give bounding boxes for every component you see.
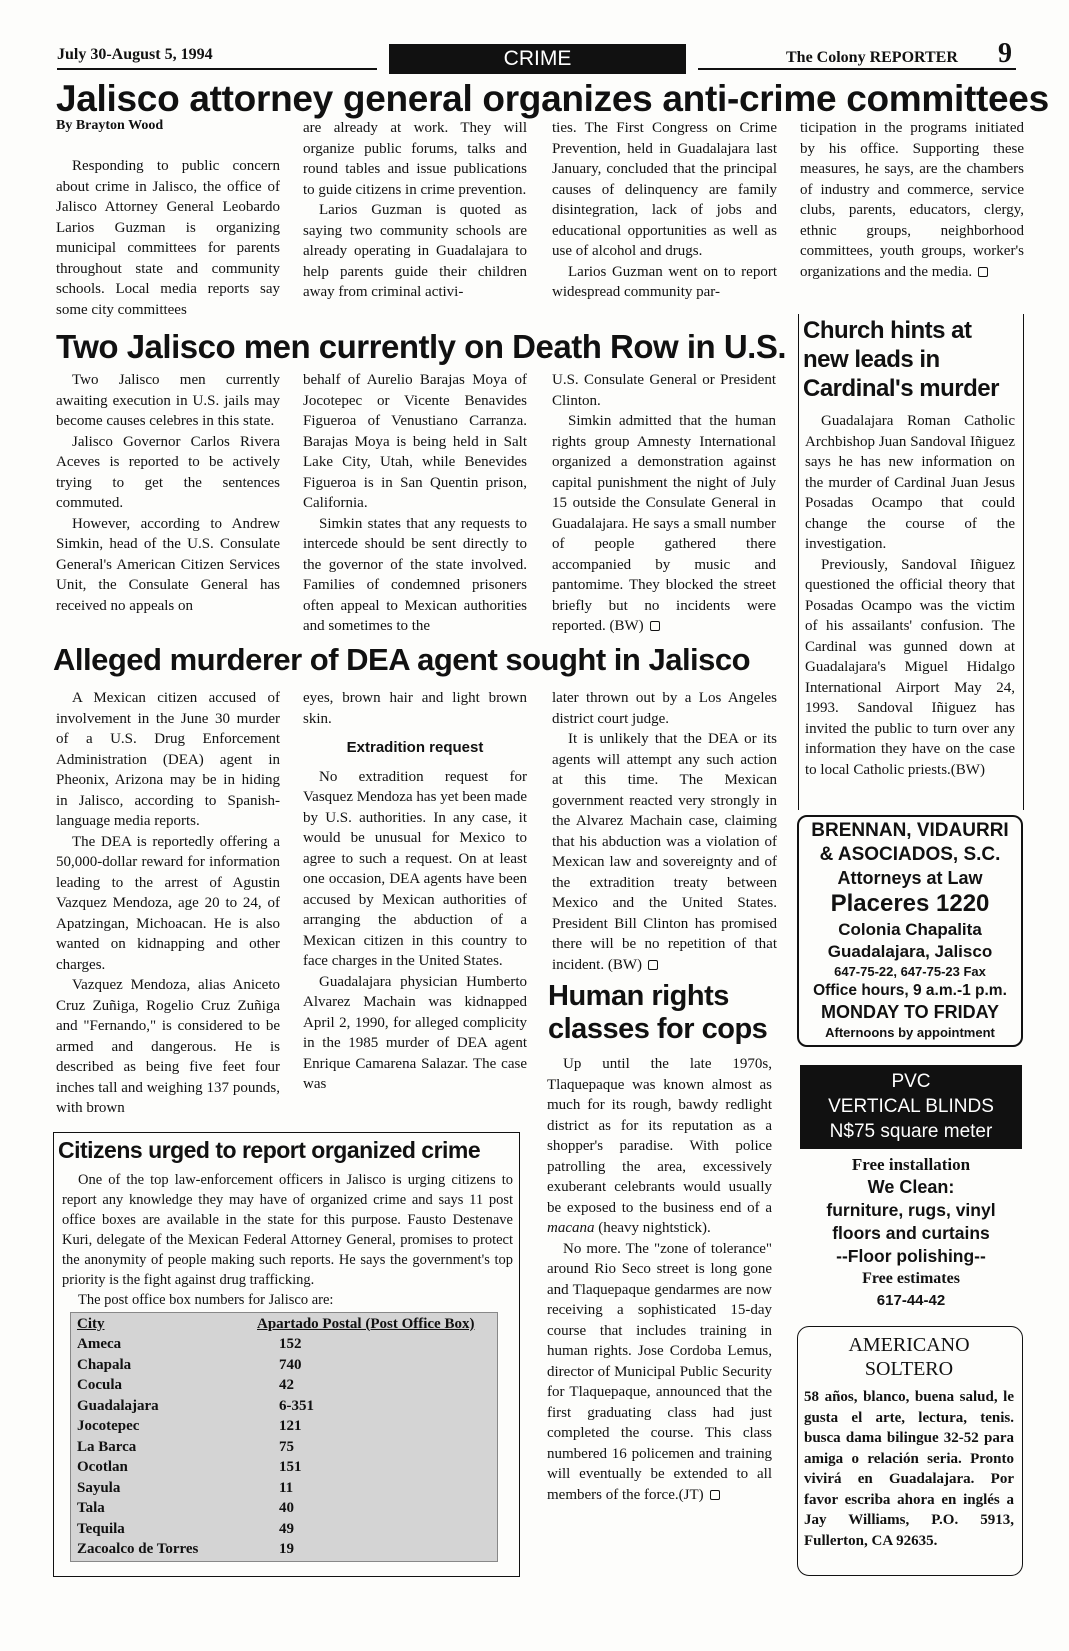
- po-box-table: [75, 1314, 493, 1560]
- article1-paragraph: Responding to public concern about crime in Jalisco, the office of Jalisco Attorney General Leobardo Larios Guzman is organizing municipal committees for parents throughout state and community schools. Local media reports say some city committees: [56, 158, 280, 318]
- article3-paragraph: later thrown out by a Los Angeles district court judge.: [552, 690, 777, 727]
- article1-column-3: [552, 118, 777, 303]
- po-city-cell: Chapala: [77, 1356, 132, 1373]
- article1-headline: Jalisco attorney general organizes anti-crime committees: [56, 78, 1049, 119]
- po-city-cell: Tala: [77, 1500, 105, 1517]
- article2-column-1: [56, 370, 280, 616]
- po-box-cell: 11: [279, 1479, 294, 1496]
- ad-pvc-line: --Floor polishing--: [836, 1246, 986, 1266]
- church-paragraph: Previously, Sandoval Iñiguez questioned the official theory that Posadas Ocampo was the victim of his assailants' confusion. The Cardinal was gunned down at Guadalajara's Miguel Hidalgo International Airport May 24, 1993. Sandoval Iñiguez has invited the public to turn over any information they have on the case to local Catholic priests.(BW): [805, 556, 1015, 778]
- masthead-rule-left: [57, 68, 377, 70]
- church-headline-line: new leads in: [803, 346, 940, 373]
- po-city-cell: La Barca: [77, 1438, 137, 1455]
- table-row: [75, 1417, 493, 1438]
- ad-americano-text: 58 años, blanco, buena salud, le gusta el arte, lectura, tenis. busca dama bilingue 32-52 para amiga o relación seria. Pronto vivirá en Guadalajara. Por favor escriba ahora en inglés a Jay Williams, P.O. 5913, Fullerton, CA 92635.: [804, 1389, 1014, 1549]
- article1-paragraph-text: ticipation in the programs initiated by his office. Supporting these measures, he says, are the chambers of industry and commerce, service clubs, parents, educators, clergy, ethnic groups, neighborhood committees, youth groups, worker's organizations and the media.: [800, 120, 1024, 280]
- citizens-body: [54, 1164, 519, 1310]
- table-row: [75, 1335, 493, 1356]
- citizens-box: [53, 1132, 520, 1577]
- citizens-intro: The post office box numbers for Jalisco are:: [78, 1292, 334, 1308]
- ad-americano: [797, 1326, 1023, 1576]
- po-city-cell: Jocotepec: [77, 1418, 140, 1435]
- po-box-cell: 151: [279, 1459, 302, 1476]
- paper-name: The Colony REPORTER: [786, 49, 958, 66]
- po-box-cell: 42: [279, 1377, 294, 1394]
- article1-column-2: [303, 118, 527, 303]
- po-box-cell: 740: [279, 1356, 302, 1373]
- issue-date: July 30-August 5, 1994: [57, 46, 213, 63]
- ad-americano-title: AMERICANO: [848, 1334, 970, 1356]
- article4-headline-line: classes for cops: [548, 1013, 768, 1045]
- table-row: [75, 1499, 493, 1520]
- article4-headline: [548, 980, 767, 1046]
- po-box-cell: 40: [279, 1500, 294, 1517]
- ad-brennan-line: Attorneys at Law: [837, 868, 983, 888]
- ad-pvc-line: 617-44-42: [876, 1292, 946, 1309]
- ad-pvc-line: PVC: [891, 1071, 931, 1092]
- ad-brennan-line: MONDAY TO FRIDAY: [820, 1002, 1000, 1022]
- po-box-cell: 121: [279, 1418, 302, 1435]
- end-of-story-icon: [648, 960, 658, 970]
- po-city-cell: Sayula: [77, 1479, 121, 1496]
- end-of-story-icon: [650, 621, 660, 631]
- table-row: [75, 1437, 493, 1458]
- table-row: [75, 1458, 493, 1479]
- article1-paragraph: Larios Guzman went on to report widespread community par-: [552, 263, 777, 300]
- po-city-cell: Ocotlan: [77, 1459, 128, 1476]
- article4-column: [547, 1054, 772, 1505]
- article3-paragraph: The DEA is reportedly offering a 50,000-dollar reward for information leading to the arrest of Agustin Vazquez Mendoza, age 20 to 24, of Apatzingan, Michoacan. He is also wanted on kidnapping and other charges.: [56, 833, 280, 973]
- article3-paragraph: Guadalajara physician Humberto Alvarez Machain was kidnapped April 2, 1990, for alleged complicity in the 1985 murder of DEA agent Enrique Camarena Salazar. The case was: [303, 973, 527, 1092]
- citizens-paragraph: One of the top law-enforcement officers in Jalisco is urging citizens to report any knowledge they may have of organized crime and says 11 post office boxes are available in the state for this purpose. Fausto Destenave Kuri, delegate of the Mexican Federal Attorney General, promises to protect the anonymity of people making such reports. He says the government's top priority is the fight against drug trafficking.: [62, 1172, 513, 1288]
- article3-paragraph: A Mexican citizen accused of involvement in the June 30 murder of a U.S. Drug Enforcement Administration (DEA) agent in Pheonix, Arizona may be in hiding in Jalisco, according to Spanish-language media reports.: [56, 690, 280, 829]
- church-paragraph: Guadalajara Roman Catholic Archbishop Juan Sandoval Iñiguez says he has new information on the murder of Cardinal Juan Jesus Posadas Ocampo that could change the course of the investigation.: [805, 413, 1015, 552]
- ad-pvc-line: We Clean:: [867, 1177, 955, 1197]
- masthead-rule-right: [698, 68, 1016, 70]
- church-headline-line: Cardinal's murder: [803, 375, 999, 402]
- macana-term: macana: [547, 1220, 595, 1236]
- article4-paragraph-text: No more. The "zone of tolerance" around Rio Seco street is long gone and Tlaquepaque gendarmes are now receiving a sophisticated 15-day course that includes training in human rights. Jose Cordoba Lemus, director of Municipal Public Security for Tlaquepaque, announced that the first graduating class had just completed the course. This class numbered 16 policemen and training will eventually be extended to all members of the force.(JT): [547, 1240, 772, 1503]
- po-city-cell: Guadalajara: [77, 1397, 159, 1414]
- end-of-story-icon: [710, 1490, 720, 1500]
- table-row: [75, 1478, 493, 1499]
- extradition-subhead: Extradition request: [346, 739, 484, 756]
- po-box-table-body: [75, 1335, 493, 1561]
- ad-americano-title: SOLTERO: [864, 1358, 954, 1380]
- table-header-row: [75, 1314, 493, 1335]
- church-body: [799, 405, 1023, 780]
- article1-paragraph: ties. The First Congress on Crime Prevention, held in Guadalajara last January, concluded that the principal causes of delinquency are family disintegration, lack of jobs and educational opportunities as well as use of alcohol and drugs.: [552, 120, 777, 259]
- ad-pvc-line: Free installation: [851, 1155, 971, 1174]
- ad-brennan-line: 647-75-22, 647-75-23 Fax: [834, 964, 986, 979]
- po-city-cell: Ameca: [77, 1336, 122, 1353]
- ad-brennan-line: Colonia Chapalita: [838, 920, 982, 939]
- article3-paragraph-text: It is unlikely that the DEA or its agents will attempt any such action at this time. The Mexican government reacted very strongly in the Alvarez Machain case, claiming that his abduction was a violation of Mexican law and sovereignty and of the extradition treaty between Mexico and the United States. President Bill Clinton has promised there will be no repetition of that incident. (BW): [552, 731, 777, 973]
- citizens-headline: Citizens urged to report organized crime: [58, 1137, 481, 1163]
- church-headline-line: Church hints at: [803, 317, 972, 344]
- table-row: [75, 1355, 493, 1376]
- article2-paragraph: However, according to Andrew Simkin, head of the U.S. Consulate General's American Citizen Services Unit, the Consulate General has received no appeals on: [56, 515, 280, 614]
- article2-paragraph-text: Simkin admitted that the human rights group Amnesty International organized a demonstration against capital punishment the night of July 15 outside the Consulate General in Guadalajara. He says a small number of people gathered there accompanied by music and pantomime. They blocked the street briefly but no incidents were reported. (BW): [552, 413, 776, 634]
- ad-brennan-line: Placeres 1220: [830, 890, 990, 917]
- article2-paragraph: Two Jalisco men currently awaiting execution in U.S. jails may become causes celebres in this state.: [56, 372, 280, 429]
- ad-brennan-line: Guadalajara, Jalisco: [827, 942, 993, 961]
- ad-brennan-line: & ASOCIADOS, S.C.: [819, 844, 1001, 865]
- po-box-cell: 152: [279, 1336, 302, 1353]
- ad-pvc-banner: [800, 1065, 1022, 1149]
- article1-paragraph: Larios Guzman is quoted as saying two community schools are already operating in Guadalajara to help parents guide their children away from criminal activi-: [303, 202, 527, 300]
- church-sidebar: [798, 314, 1024, 810]
- article2-column-3: [552, 370, 776, 637]
- article3-column-2: [303, 688, 527, 1095]
- article3-column-1: [56, 688, 280, 1119]
- ad-pvc-line: VERTICAL BLINDS: [828, 1096, 994, 1117]
- ad-brennan-line: Afternoons by appointment: [825, 1025, 995, 1040]
- column-header-city: City: [77, 1315, 105, 1332]
- article1-column-4: [800, 118, 1024, 282]
- po-box-cell: 6-351: [279, 1397, 314, 1414]
- po-city-cell: Zacoalco de Torres: [77, 1541, 199, 1558]
- article3-paragraph: Vazquez Mendoza, alias Aniceto Cruz Zuñiga, Rogelio Cruz Zuñiga and "Fernando," is considered to be armed and dangerous. He is described as being five feet four inches tall and weighing 137 pounds, with brown: [56, 977, 280, 1116]
- article3-paragraph: eyes, brown hair and light brown skin.: [303, 690, 527, 727]
- article1-byline: By Brayton Wood: [56, 118, 164, 133]
- ad-pvc: [800, 1065, 1022, 1320]
- po-box-cell: 75: [279, 1438, 294, 1455]
- article2-column-2: [303, 370, 527, 637]
- table-row: [75, 1396, 493, 1417]
- po-city-cell: Tequila: [77, 1520, 125, 1537]
- end-of-story-icon: [978, 267, 988, 277]
- article3-paragraph: [552, 729, 777, 975]
- church-headline: [799, 314, 1023, 405]
- article2-paragraph: behalf of Aurelio Barajas Moya of Jocotepec or Vicente Benavides Figueroa of Venustiano Carranza. Barajas Moya is being held in Salt Lake City, Utah, while Benevides Figueroa is in San Quentin prison, California.: [303, 372, 527, 511]
- table-row: [75, 1519, 493, 1540]
- article1-paragraph: are already at work. They will organize public forums, talks and round tables and issue publications to guide citizens in crime prevention.: [303, 120, 527, 198]
- article2-headline: Two Jalisco men currently on Death Row in U.S.: [56, 328, 787, 365]
- article2-paragraph: [552, 411, 776, 637]
- po-city-cell: Cocula: [77, 1377, 122, 1394]
- article3-column-3: [552, 688, 777, 975]
- article1-paragraph: [800, 118, 1024, 282]
- table-row: [75, 1376, 493, 1397]
- ad-pvc-line: floors and curtains: [832, 1223, 990, 1243]
- article4-headline-line: Human rights: [548, 980, 729, 1012]
- article3-paragraph: No extradition request for Vasquez Mendoza has yet been made by U.S. authorities. In any case, it would be unusual for Mexico to agree to such a request. On at least one occasion, DEA agents have been accused by Mexican authorities of arranging the abduction of a Mexican citizen in this country to face charges in the United States.: [303, 768, 527, 969]
- po-box-table-wrap: [70, 1312, 498, 1562]
- ad-brennan: [797, 815, 1023, 1047]
- table-row: [75, 1540, 493, 1561]
- po-box-cell: 19: [279, 1541, 294, 1558]
- article4-paragraph: Up until the late 1970s, Tlaquepaque was known almost as much for its rough, bawdy redlight district as for its reputation as a shopper's paradise. With police patrolling the area, excessively exuberant celebrants would usually be exposed to the business end of a macana (heavy nightstick).: [547, 1056, 772, 1236]
- section-label: CRIME: [503, 47, 572, 70]
- article4-paragraph: [547, 1239, 772, 1506]
- page-number: 9: [998, 38, 1012, 69]
- po-box-cell: 49: [279, 1520, 294, 1537]
- article2-paragraph: U.S. Consulate General or President Clinton.: [552, 372, 776, 409]
- article2-paragraph: Jalisco Governor Carlos Rivera Aceves is reported to be actively trying to get the sentences commuted.: [56, 433, 280, 511]
- column-header-box: Apartado Postal (Post Office Box): [257, 1315, 475, 1332]
- ad-pvc-line: N$75 square meter: [829, 1121, 993, 1142]
- article3-headline: Alleged murderer of DEA agent sought in Jalisco: [53, 642, 751, 677]
- ad-brennan-line: BRENNAN, VIDAURRI: [811, 820, 1009, 841]
- section-banner: [389, 44, 686, 74]
- ad-pvc-line: furniture, rugs, vinyl: [826, 1200, 996, 1220]
- ad-brennan-line: Office hours, 9 a.m.-1 p.m.: [813, 982, 1007, 999]
- article1-column-1: [56, 156, 280, 320]
- ad-pvc-line: Free estimates: [862, 1270, 960, 1287]
- ad-pvc-body: [800, 1149, 1022, 1311]
- article2-paragraph: Simkin states that any requests to intercede should be sent directly to the governor of the state involved. Families of condemned prisoners often appeal to Mexican authorities and sometimes to the: [303, 515, 527, 634]
